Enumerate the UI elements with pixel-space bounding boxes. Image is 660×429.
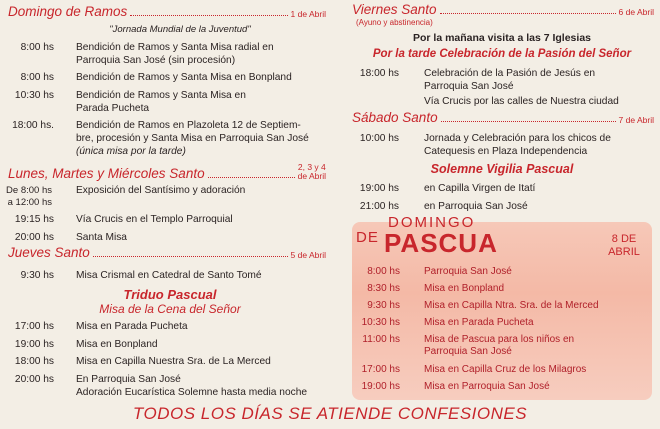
pascua-de: DE — [356, 229, 379, 246]
item-text: Santa Misa — [76, 232, 127, 243]
item-text: Vía Crucis en el Templo Parroquial — [76, 214, 233, 225]
section-note: (Ayuno y abstinencia) — [356, 18, 433, 27]
item-text: en Parroquia San José — [424, 201, 528, 212]
section-jueves-santo — [8, 245, 326, 260]
item-time: 10:30 hs — [361, 317, 400, 328]
item-text: (única misa por la tarde) — [76, 146, 186, 157]
item-time: 9:30 hs — [367, 300, 400, 311]
section-title: Viernes Santo — [352, 2, 437, 17]
item-text: Bendición de Ramos y Santa Misa radial en — [76, 42, 274, 53]
item-time: 19:00 hs — [359, 183, 399, 194]
divider — [208, 176, 295, 178]
item-time: 18:00 hs. — [12, 120, 54, 131]
item-text: Celebración de la Pasión de Jesús en — [424, 68, 596, 79]
vigilia-heading: Solemne Vigilia Pascual — [430, 162, 574, 176]
item-time: 20:00 hs — [14, 374, 54, 385]
section-title: Sábado Santo — [352, 110, 438, 125]
pascua-date-line: ABRIL — [608, 246, 640, 258]
item-text: Adoración Eucarística Solemne hasta media noche — [76, 387, 308, 398]
item-time: 8:30 hs — [367, 283, 400, 294]
divider — [440, 12, 616, 14]
item-text: Bendición de Ramos y Santa Misa en — [76, 90, 246, 101]
divider — [130, 14, 287, 16]
section-date: 7 de Abril — [618, 115, 654, 125]
section-sabado-santo — [352, 110, 654, 125]
item-text: Misa en Capilla Nuestra Sra. de La Merced — [76, 356, 271, 367]
item-text: Bendición de Ramos en Plazoleta 12 de Septiem- — [76, 120, 301, 131]
item-time: 21:00 hs — [359, 201, 399, 212]
item-time: 11:00 hs — [362, 334, 400, 345]
item-time: 10:30 hs — [14, 90, 54, 101]
divider — [441, 120, 616, 122]
section-date: 6 de Abril — [618, 7, 654, 17]
item-time: 19:15 hs — [14, 214, 54, 225]
item-time: 18:00 hs — [359, 68, 399, 79]
item-time: 9:30 hs — [20, 270, 54, 281]
divider — [93, 255, 288, 257]
section-date-line: 2, 3 y 4 — [297, 162, 326, 172]
item-time: 20:00 hs — [14, 232, 54, 243]
section-title: Lunes, Martes y Miércoles Santo — [8, 166, 205, 181]
item-text: Misa en Capilla Ntra. Sra. de la Merced — [424, 300, 599, 311]
section-date — [298, 163, 326, 181]
pascua-domingo: DOMINGO — [388, 214, 476, 231]
item-time: 8:00 hs — [20, 42, 54, 53]
item-text: Misa en Bonpland — [76, 339, 158, 350]
item-text: Misa en Parada Pucheta — [76, 321, 188, 332]
section-lunes-martes-miercoles — [8, 163, 326, 181]
morning-note: Por la mañana visita a las 7 Iglesias — [412, 32, 591, 44]
section-date-line: de Abril — [297, 171, 326, 181]
cena-heading: Misa de la Cena del Señor — [99, 302, 241, 316]
item-text: Misa en Capilla Cruz de los Milagros — [424, 364, 587, 375]
item-time: 8:00 hs — [367, 266, 400, 277]
pascua-date — [600, 233, 648, 259]
item-text: Vía Crucis por las calles de Nuestra ciudad — [424, 96, 619, 107]
item-text: Misa en Parada Pucheta — [424, 317, 534, 328]
pascua-date-line: 8 DE — [611, 233, 637, 245]
item-text: en Capilla Virgen de Itatí — [424, 183, 536, 194]
pascua-title: PASCUA — [384, 228, 498, 258]
triduo-heading: Triduo Pascual — [123, 287, 217, 302]
item-text: Parada Pucheta — [76, 103, 150, 114]
section-title: Jueves Santo — [8, 245, 90, 260]
section-subtitle: "Jornada Mundial de la Juventud" — [109, 24, 251, 35]
item-time: 17:00 hs — [361, 364, 400, 375]
item-time: De 8:00 hs — [6, 185, 52, 196]
footer-banner: TODOS LOS DÍAS SE ATIENDE CONFESIONES — [132, 404, 528, 423]
item-text: Jornada y Celebración para los chicos de — [424, 133, 611, 144]
item-text: Parroquia San José (sin procesión) — [76, 55, 236, 66]
item-text: Parroquia San José — [424, 266, 512, 277]
item-time: 19:00 hs — [14, 339, 54, 350]
item-time: 10:00 hs — [359, 133, 399, 144]
item-text: Catequesis en Plaza Independencia — [424, 146, 588, 157]
section-date: 5 de Abril — [290, 250, 326, 260]
section-domingo-ramos — [8, 4, 326, 19]
section-date: 1 de Abril — [290, 9, 326, 19]
item-text: Parroquia San José — [424, 81, 514, 92]
item-text: Misa de Pascua para los niños en — [424, 334, 575, 345]
item-text: En Parroquia San José — [76, 374, 181, 385]
item-text: bre, procesión y Santa Misa en Parroquia San José — [76, 133, 309, 144]
section-viernes-santo — [352, 2, 654, 17]
item-text: Bendición de Ramos y Santa Misa en Bonpland — [76, 72, 292, 83]
afternoon-heading: Por la tarde Celebración de la Pasión del Señor — [372, 48, 632, 60]
item-time: 19:00 hs — [361, 381, 400, 392]
item-text: Misa en Parroquia San José — [424, 381, 550, 392]
item-text: Misa en Bonpland — [424, 283, 505, 294]
item-time: 8:00 hs — [20, 72, 54, 83]
item-text: Parroquia San José — [424, 346, 512, 357]
item-time: 17:00 hs — [14, 321, 54, 332]
item-text: Misa Crismal en Catedral de Santo Tomé — [76, 270, 262, 281]
item-text: Exposición del Santísimo y adoración — [76, 185, 246, 196]
item-time: 18:00 hs — [14, 356, 54, 367]
item-time: a 12:00 hs — [7, 197, 52, 208]
section-title: Domingo de Ramos — [8, 4, 128, 19]
